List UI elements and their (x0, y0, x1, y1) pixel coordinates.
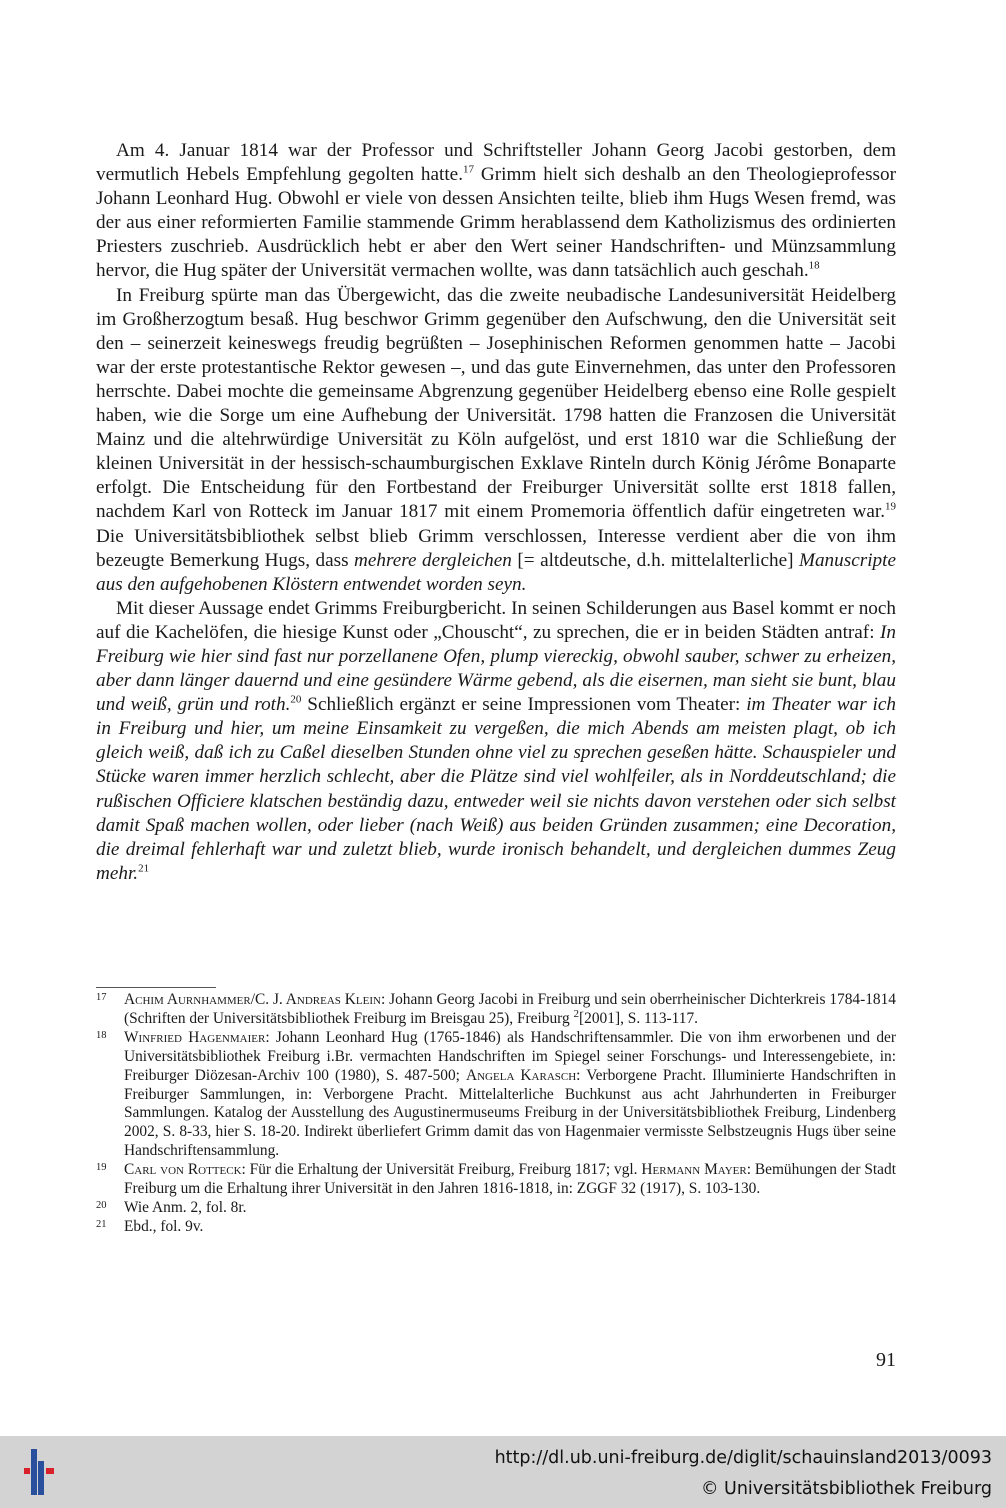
footnote-text: Wie Anm. 2, fol. 8r. (124, 1198, 247, 1216)
footnote-number: 18 (96, 1029, 107, 1041)
author-name: Achim Aurnhammer/C. J. Andreas Klein (124, 991, 381, 1008)
body-text (96, 139, 896, 886)
footnote-number: 20 (96, 1199, 107, 1211)
footnote-ref: 19 (885, 501, 896, 514)
paragraph-text: Schließlich ergänzt er seine Impressionen vom Theater: (301, 694, 747, 716)
footnote (96, 1161, 896, 1199)
footnote-ref: 18 (808, 260, 820, 273)
copyright-text: © Universitätsbibliothek Freiburg (700, 1479, 992, 1499)
quoted-italic-text: In Freiburg wie hier sind fast nur porzellanene Ofen, plump viereckig, obwohl sauber, schwer zu erheizen, aber dann länger dauernd und eine gesündere Wärme gebend, als die eisernen, man sieht sie bunt, blau und weiß, grün und roth. (96, 621, 896, 716)
footnote (96, 1199, 896, 1218)
footnote-text: : Verborgene Pracht. Illuminierte Handschriften in Freiburger Sammlungen, in: Verborgene Pracht. Mittelalterliche Buchkunst aus acht Jahrhunderten in Freiburger Sammlungen. Katalog der Ausstellung des Augustinermuseums Freiburg in der Universitätsbibliothek Freiburg, Lindenberg 2002, S. 8-33, hier S. 18-20. Indirekt überliefert Grimm damit das von Hagenmaier vermisste Selbstzeugnis Hugs über seine Handschriftensammlung. (124, 1066, 896, 1160)
author-name: Angela Karasch (466, 1066, 577, 1084)
footnote-number: 17 (96, 992, 107, 1003)
document-url-link[interactable]: http://dl.ub.uni-freiburg.de/diglit/schauinsland2013/0093 (494, 1448, 992, 1468)
footnote-text: : Johann Leonhard Hug (1765-1846) als Handschriftensammler. Die von ihm erworbenen und der Universitätsbibliothek Freiburg i.Br. vermachten Handschriften im Spiegel seiner Forschungs- und Interessengebiete, in: Freiburger Diözesan-Archiv 100 (1980), S. 487-500; (124, 1028, 896, 1084)
footnotes (96, 991, 896, 1237)
footnote-ref: 20 (290, 693, 302, 706)
footnote-text: : Für die Erhaltung der Universität Freiburg, Freiburg 1817; vgl. (241, 1161, 642, 1179)
footnote-text: Ebd., fol. 9v. (124, 1217, 204, 1235)
paragraph-text: [= altdeutsche, d.h. mittelalterliche] (511, 549, 799, 571)
footnote-text: : Bemühungen der Stadt Freiburg um die Erhaltung ihrer Universität in den Jahren 1816-1818, in: ZGGF 32 (1917), S. 103-130. (124, 1161, 896, 1198)
library-logo-icon[interactable] (14, 1449, 64, 1495)
paragraph-text: Mit dieser Aussage endet Grimms Freiburgbericht. In seinen Schilderungen aus Basel kommt er noch auf die Kachelöfen, die hiesige Kunst oder „Chouscht“, zu sprechen, die er in beiden Städten antraf: (96, 597, 896, 643)
footnote-number: 19 (96, 1162, 107, 1174)
paragraph (96, 597, 896, 886)
footnote (96, 991, 896, 1029)
paragraph-text: Grimm hielt sich deshalb an den Theologieprofessor Johann Leonhard Hug. Obwohl er viele von dessen Ansichten teilte, blieb ihm Hugs Wesen fremd, was der aus einer reformierten Familie stammende Grimm herablassend dem Katholizismus des ordinierten Priesters zuschrieb. Ausdrücklich hebt er aber den Wert seiner Handschriften- und Münzsammlung hervor, die Hug später der Universität vermachen wollte, was dann tatsächlich auch geschah. (96, 164, 896, 282)
footnote (96, 1029, 896, 1161)
viewer-footer (0, 1436, 1006, 1508)
paragraph-text: In Freiburg spürte man das Übergewicht, das die zweite neubadische Landesuniversität Heidelberg im Großherzogtum besaß. Hug beschwor Grimm gegenüber den Aufschwung, den die Universität seit den – seinerzeit keineswegs freudig begrüßten – Josephinischen Reformen genommen hatte – Jacobi war der erste protestantische Rektor gewesen –, und das gute Einvernehmen, das unter den Professoren herrschte. Dabei mochte die gemeinsame Abgrenzung gegenüber Heidelberg ebenso eine Rolle gespielt haben, wie die Sorge um eine Aufhebung der Universität. 1798 hatten die Franzosen die Universität Mainz und die altehrwürdige Universität zu Köln aufgelöst, und erst 1810 war die Schließung der kleinen Universität in der hessisch-schaumburgischen Exklave Rinteln durch König Jérôme Bonaparte erfolgt. Die Entscheidung für den Fortbestand der Freiburger Universität sollte erst 1818 fallen, nachdem Karl von Rotteck im Januar 1817 mit einem Promemoria öffentlich dafür eingetreten war. (96, 284, 896, 523)
footnote-text: : Johann Georg Jacobi in Freiburg und sein oberrheinischer Dichterkreis 1784-1814 (Schriften der Universitätsbibliothek Freiburg im Breisgau 25), Freiburg (124, 991, 897, 1027)
paragraph-text: Die Universitätsbibliothek selbst blieb Grimm verschlossen, Interesse verdient aber die von ihm bezeugte Bemerkung Hugs, dass (96, 525, 896, 571)
paragraph-text: Am 4. Januar 1814 war der Professor und Schriftsteller Johann Georg Jacobi gestorben, dem vermutlich Hebels Empfehlung gegolten hatte. (96, 140, 896, 186)
author-name: Carl von Rotteck (124, 1161, 242, 1179)
footnote-ref: 17 (463, 163, 474, 176)
author-name: Winfried Hagenmaier (124, 1028, 266, 1046)
author-name: Hermann Mayer (641, 1161, 747, 1179)
paragraph (96, 139, 896, 284)
footnote-ref: 2 (573, 1007, 580, 1020)
footnote-text: [2001], S. 113-117. (579, 1009, 699, 1027)
page-number: 91 (876, 1349, 896, 1371)
footnote-number: 21 (96, 1218, 107, 1230)
paragraph (96, 284, 896, 597)
footnote (96, 1218, 896, 1237)
footnote-rule (96, 987, 216, 988)
quoted-italic-text: im Theater war ich in Freiburg und hier, um meine Einsamkeit zu vergeßen, die mich Abends am meisten plagt, ob ich gleich weiß, daß ich zu Caßel dieselben Stunden ohne viel zu sprechen geseßen hätte. Schauspieler und Stücke waren immer herzlich schlecht, aber die Plätze sind viel wohlfeiler, als in Norddeutschland; die rußischen Officiere klatschen beständig dazu, entweder weil sie nichts davon verstehen oder sich selbst damit Spaß machen wollen, oder lieber (nach Weiß) aus beiden Gründen zusammen; eine Decoration, die dreimal fehlerhaft war und zuletzt blieb, wurde ironisch behandelt, und dergleichen dummes Zeug mehr. (96, 694, 896, 884)
quoted-italic-text: mehrere dergleichen (354, 549, 512, 571)
quoted-italic-text: Manuscripte aus den aufgehobenen Klöstern entwendet worden seyn. (96, 549, 896, 595)
footnote-ref: 21 (138, 862, 150, 875)
